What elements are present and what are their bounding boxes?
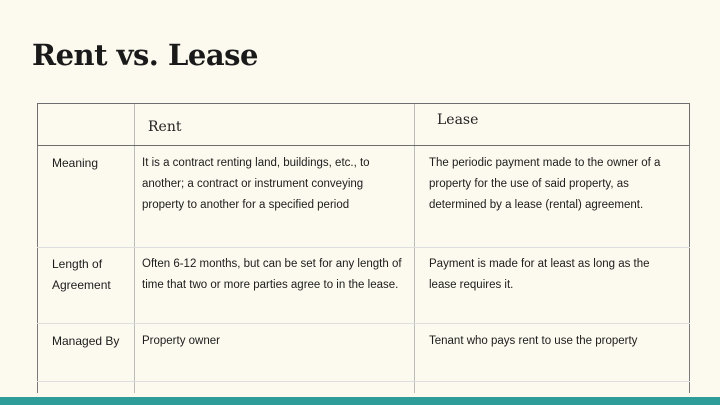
row-label-line: Managed By: [52, 334, 120, 348]
row-label-line: Meaning: [52, 156, 99, 170]
row-divider: [37, 381, 690, 382]
accent-bar: [0, 397, 720, 405]
cell-rent-length: Often 6-12 months, but can be set for any length of time that two or more parties agree to in the lease.: [142, 258, 402, 291]
row-label-managed: [52, 331, 132, 352]
row-divider: [37, 247, 690, 248]
cell-lease-managed: Tenant who pays rent to use the property: [429, 335, 638, 347]
cell-lease-meaning: The periodic payment made to the owner of a property for the use of said property, as determined by a lease (rental) agreement.: [429, 157, 661, 211]
comparison-table: [37, 103, 690, 393]
header-rent: Rent: [148, 119, 182, 135]
cell-rent-managed: Property owner: [142, 335, 220, 347]
header-lease: Lease: [437, 112, 479, 128]
table-border-right: [689, 103, 690, 393]
row-label-line: Agreement: [52, 278, 111, 292]
row-label-meaning: [52, 153, 132, 174]
table-divider: [134, 103, 135, 393]
table-border-left: [37, 103, 38, 393]
table-divider: [414, 103, 415, 393]
row-label-length: [52, 254, 132, 296]
slide-title: Rent vs. Lease: [32, 38, 258, 72]
row-divider: [37, 323, 690, 324]
cell-lease-length: Payment is made for at least as long as the lease requires it.: [429, 258, 650, 291]
table-header-border: [37, 103, 690, 146]
cell-rent-meaning: It is a contract renting land, buildings, etc., to another; a contract or instrument conveying property to another for a specified period: [142, 157, 370, 211]
row-label-line: Length of: [52, 257, 103, 271]
